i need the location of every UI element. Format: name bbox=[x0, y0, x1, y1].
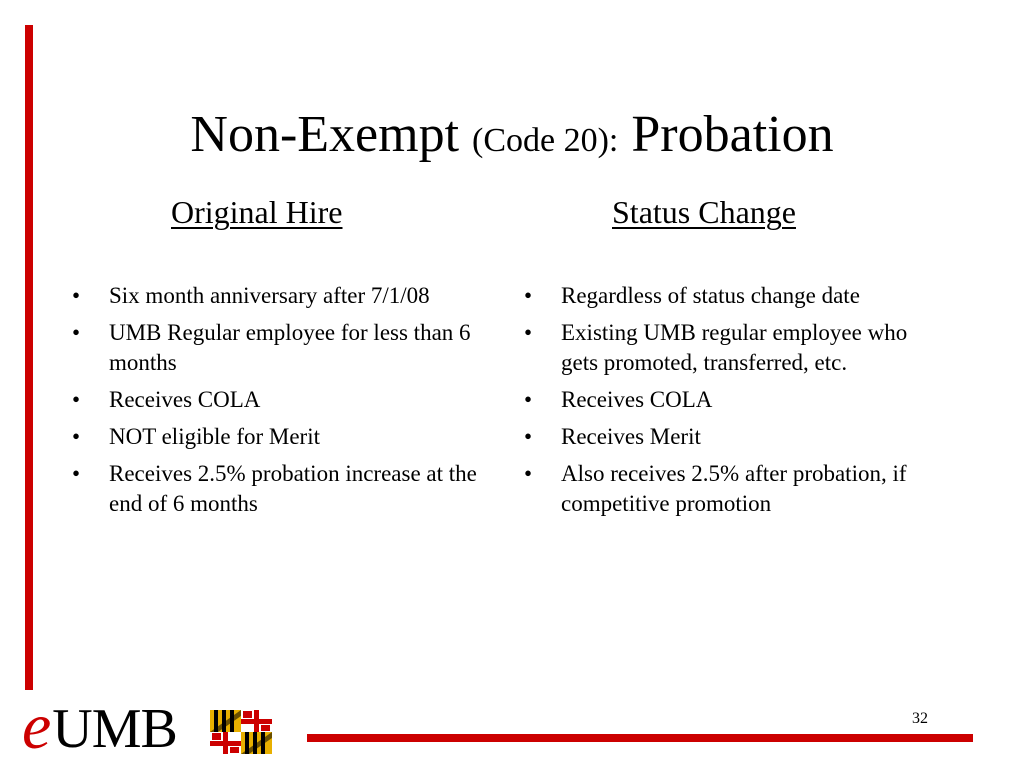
list-item: • Existing UMB regular employee who gets promoted, transferred, etc. bbox=[524, 318, 924, 378]
logo-name: UMB bbox=[52, 698, 177, 760]
list-item: • NOT eligible for Merit bbox=[72, 422, 492, 452]
slide-title bbox=[0, 100, 1024, 176]
list-item: • UMB Regular employee for less than 6 months bbox=[72, 318, 492, 378]
list-item: • Also receives 2.5% after probation, if competitive promotion bbox=[524, 459, 924, 519]
bottom-accent-bar bbox=[307, 734, 973, 742]
title-end: Probation bbox=[631, 106, 834, 163]
title-main: Non-Exempt bbox=[190, 106, 460, 163]
list-item: • Receives Merit bbox=[524, 422, 924, 452]
title-code: (Code 20): bbox=[472, 122, 619, 159]
original-hire-list bbox=[72, 281, 492, 526]
maryland-flag-icon bbox=[210, 710, 272, 754]
heading-status-change: Status Change bbox=[612, 194, 796, 230]
logo-prefix: e bbox=[22, 690, 52, 763]
list-item: • Receives COLA bbox=[72, 385, 492, 415]
list-item: • Receives 2.5% probation increase at the end of 6 months bbox=[72, 459, 492, 519]
heading-original-hire: Original Hire bbox=[171, 194, 343, 230]
list-item: • Six month anniversary after 7/1/08 bbox=[72, 281, 492, 311]
list-item: • Regardless of status change date bbox=[524, 281, 924, 311]
list-item: • Receives COLA bbox=[524, 385, 924, 415]
eumb-logo bbox=[22, 690, 177, 763]
status-change-list bbox=[524, 281, 924, 526]
page-number: 32 bbox=[912, 710, 928, 727]
